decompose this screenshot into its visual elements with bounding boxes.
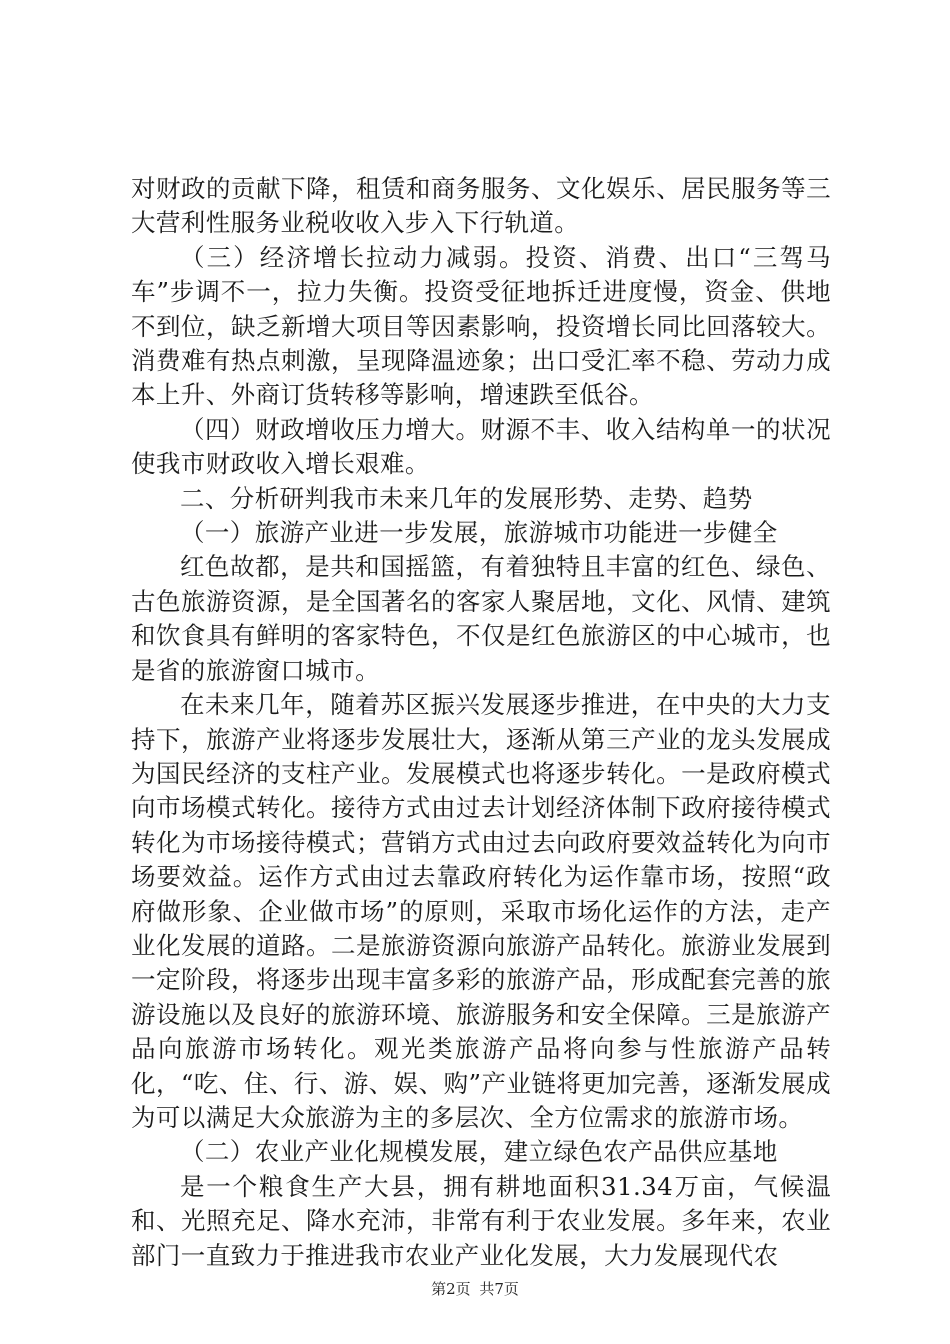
paragraph-tourism-future: 在未来几年，随着苏区振兴发展逐步推进，在中央的大力支持下，旅游产业将逐步发展壮大，逐渐从第三产业的龙头发展成为国民经济的支柱产业。发展模式也将逐步转化。一是政府模式向市场模式转化。接待方式由过去计划经济体制下政府接待模式转化为市场接待模式；营销方式由过去向政府要效益转化为向市场要效益。运作方式由过去靠政府转化为运作靠市场，按照“政府做形象、企业做市场”的原则，采取市场化运作的方法，走产业化发展的道路。二是旅游资源向旅游产品转化。旅游业发展到一定阶段，将逐步出现丰富多彩的旅游产品，形成配套完善的旅游设施以及良好的旅游环境、旅游服务和安全保障。三是旅游产品向旅游市场转化。观光类旅游产品将向参与性旅游产品转化，“吃、住、行、游、娱、购”产业链将更加完善，逐渐发展成为可以满足大众旅游为主的多层次、全方位需求的旅游市场。 — [131, 690, 831, 1132]
paragraph-section-3: （三）经济增长拉动力减弱。投资、消费、出口“三驾马车”步调不一，拉力失衡。投资受征地拆迁进度慢，资金、供地不到位，缺乏新增大项目等因素影响，投资增长同比回落较大。消费难有热点刺激，呈现降温迹象；出口受汇率不稳、劳动力成本上升、外商订货转移等影响，增速跌至低谷。 — [131, 242, 831, 410]
document-body — [131, 172, 831, 1273]
subheading-tourism: （一）旅游产业进一步发展，旅游城市功能进一步健全 — [180, 518, 778, 548]
paragraph-agriculture: 是一个粮食生产大县，拥有耕地面积31.34万亩，气候温和、光照充足、降水充沛，非常有利于农业发展。多年来，农业部门一直致力于推进我市农业产业化发展，大力发展现代农 — [131, 1171, 831, 1270]
page-number: 第2页 — [431, 1280, 471, 1298]
section-heading-2: 二、分析研判我市未来几年的发展形势、走势、趋势 — [180, 483, 753, 513]
page-footer — [0, 1278, 950, 1299]
paragraph-continuation: 对财政的贡献下降，租赁和商务服务、文化娱乐、居民服务等三大营利性服务业税收收入步入下行轨道。 — [131, 174, 831, 238]
page-total: 共7页 — [479, 1280, 519, 1298]
paragraph-section-4: （四）财政增收压力增大。财源不丰、收入结构单一的状况使我市财政收入增长艰难。 — [131, 414, 831, 479]
subheading-agriculture: （二）农业产业化规模发展，建立绿色农产品供应基地 — [180, 1137, 778, 1167]
paragraph-red-capital: 红色故都，是共和国摇篮，有着独特且丰富的红色、绿色、古色旅游资源，是全国著名的客家人聚居地，文化、风情、建筑和饮食具有鲜明的客家特色，不仅是红色旅游区的中心城市，也是省的旅游窗口城市。 — [131, 552, 831, 685]
